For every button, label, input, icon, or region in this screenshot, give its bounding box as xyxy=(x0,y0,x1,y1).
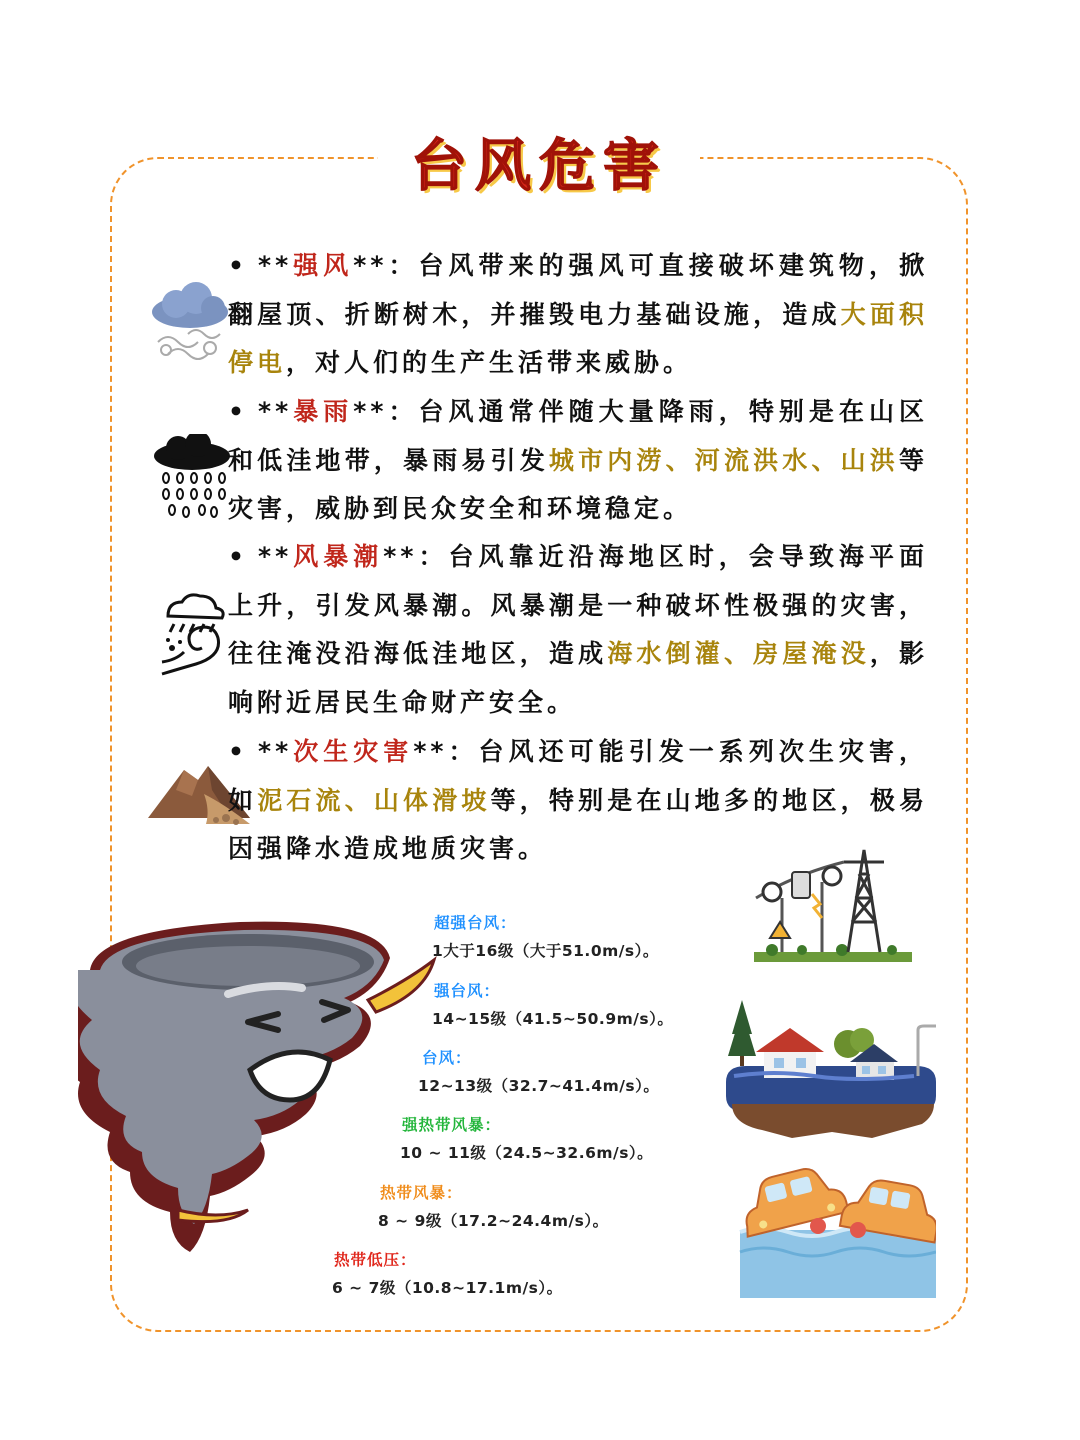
highlight: 泥石流、山体滑坡 xyxy=(257,785,491,815)
scale-super-typhoon xyxy=(434,912,659,962)
scale-label: 台风： xyxy=(422,1049,472,1067)
scale-tropical-depression xyxy=(332,1249,563,1299)
scale-strong-typhoon xyxy=(434,980,673,1030)
scale-severe-tropical-storm xyxy=(400,1114,653,1164)
flooded-houses-icon xyxy=(722,1000,940,1140)
scale-tropical-storm xyxy=(378,1182,609,1232)
keyword: 次生灾害 xyxy=(292,737,414,766)
scale-label: 强台风： xyxy=(434,982,501,1000)
scale-label: 热带低压： xyxy=(334,1251,417,1269)
rain-wind-cloud-icon xyxy=(148,282,232,368)
storm-surge-wave-icon xyxy=(156,590,228,682)
scale-label: 超强台风： xyxy=(434,914,517,932)
title-banner xyxy=(378,120,700,204)
scale-value: 6 ~ 7级（10.8~17.1m/s）。 xyxy=(332,1279,563,1297)
page-title: 台风危害 xyxy=(411,134,667,199)
power-tower-damage-icon xyxy=(752,842,914,972)
scale-label: 热带风暴： xyxy=(380,1184,463,1202)
hazard-item-storm-surge: • **风暴潮**：台风靠近沿海地区时，会导致海平面上升，引发风暴潮。风暴潮是一种破坏性极强的灾害，往往淹没沿海低洼地区，造成海水倒灌、房屋淹没，影响附近居民生命财产安全。 xyxy=(228,542,928,717)
scale-value: 1大于16级（大于51.0m/s）。 xyxy=(432,942,659,960)
highlight: 城市内涝、河流洪水、山洪 xyxy=(548,445,899,475)
scale-typhoon xyxy=(418,1047,659,1097)
keyword: 暴雨 xyxy=(292,397,354,426)
scale-value: 12~13级（32.7~41.4m/s）。 xyxy=(418,1077,660,1095)
hazard-item-wind: • **强风**：台风带来的强风可直接破坏建筑物，掀翻屋顶、折断树木，并摧毁电力基础设施，造成大面积停电，对人们的生产生活带来威胁。 xyxy=(228,251,928,377)
keyword: 强风 xyxy=(292,251,354,280)
scale-value: 10 ~ 11级（24.5~32.6m/s）。 xyxy=(400,1144,654,1162)
hazard-item-rain: • **暴雨**：台风通常伴随大量降雨，特别是在山区和低洼地带，暴雨易引发城市内涝、河流洪水、山洪等灾害，威胁到民众安全和环境稳定。 xyxy=(228,397,928,523)
scale-label: 强热带风暴： xyxy=(402,1116,502,1134)
cartoon-typhoon-icon xyxy=(78,910,438,1290)
highlight: 海水倒灌、房屋淹没 xyxy=(607,639,870,668)
keyword: 风暴潮 xyxy=(292,542,384,571)
hazard-item-secondary: • **次生灾害**：台风还可能引发一系列次生灾害，如泥石流、山体滑坡等，特别是在山地多的地区，极易因强降水造成地质灾害。 xyxy=(228,737,928,863)
scale-value: 14~15级（41.5~50.9m/s）。 xyxy=(432,1010,674,1028)
scale-value: 8 ~ 9级（17.2~24.4m/s）。 xyxy=(378,1212,609,1230)
heavy-rain-cloud-icon xyxy=(152,434,232,522)
highlight: 大面积停电 xyxy=(228,299,928,377)
flooded-cars-icon xyxy=(738,1168,936,1300)
